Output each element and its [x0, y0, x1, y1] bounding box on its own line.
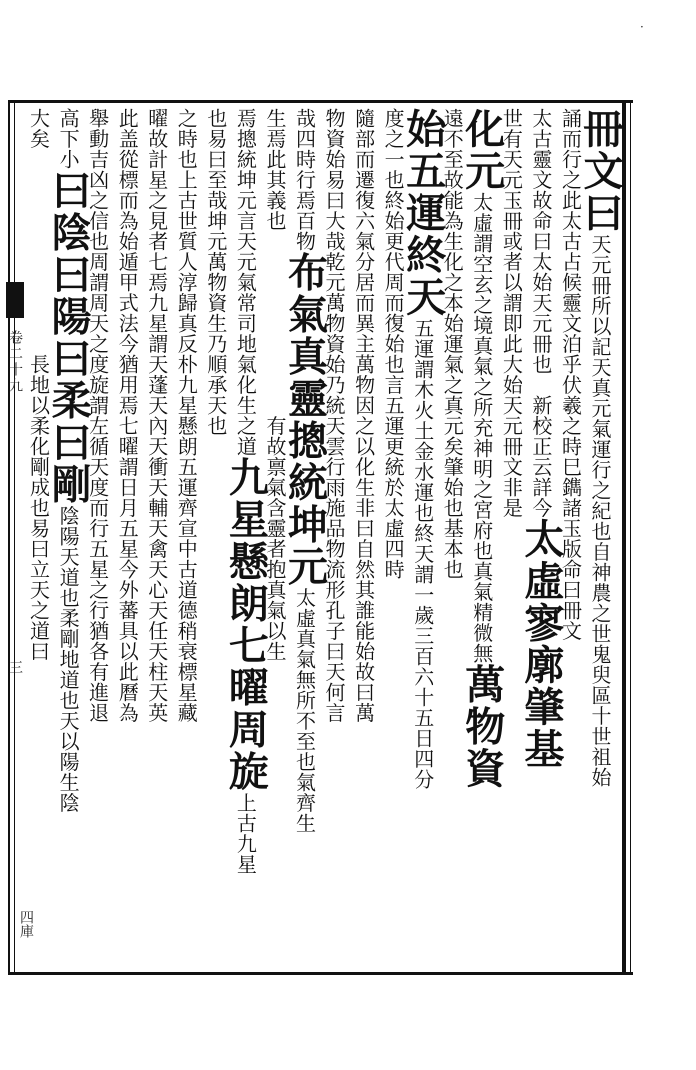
commentary-text: 焉摠統坤元言天元氣常司地氣化生之道 [233, 108, 258, 457]
text-column [142, 108, 172, 968]
commentary-text: 太虛真氣無所不至也氣齊生 [292, 587, 317, 834]
text-column [222, 108, 270, 968]
commentary-text: 此盖從標而為始遁甲式法今猶用焉七曜謂日月五星今外蕃具以此曆為 [115, 108, 140, 723]
commentary-text: 之時也上古世質人淳歸真反朴九星懸朗五運齊宣中古道德稍衰標星藏 [174, 108, 199, 723]
text-column [379, 108, 409, 968]
commentary-text: 物資始易曰大哉乾元萬物資始乃統天雲行雨施品物流形孔子曰天何言 [322, 108, 347, 723]
text-column [281, 108, 329, 968]
commentary-text: 生焉此其義也 有故禀氣含靈者抱真氣以生 [262, 108, 287, 662]
frame-top-border [8, 100, 633, 103]
top-tick-mark: · [640, 20, 644, 34]
commentary-text: 隨部而遷復六氣分居而異主萬物因之以化生非曰自然其誰能始故曰萬 [351, 108, 376, 723]
commentary-text: 上古九星 [233, 792, 258, 875]
commentary-text: 舉動吉凶之信也周謂周天之度旋謂左循天度而行五星之行猶各有進退 [85, 108, 110, 723]
frame-bottom-border [8, 972, 633, 975]
commentary-text: 世有天元玉冊或者以謂即此大始天元冊文非是 [499, 108, 524, 518]
commentary-text: 度之一也終始更代周而復始也言五運更統於太虛四時 [381, 108, 406, 580]
commentary-text: 陰陽天道也柔剛地道也天以陽生陰 [56, 505, 81, 813]
fish-tail-text: 卷二十九 [7, 330, 23, 394]
main-text: 曰陰曰陽曰柔曰剛 [45, 169, 93, 506]
main-text: 布氣真靈摠統坤元 [281, 251, 329, 588]
main-text: 九星懸朗七曜周旋 [222, 456, 270, 793]
commentary-text: 天元冊所以記天真元氣運行之紀也自神農之世鬼臾區十世祖始 [587, 234, 612, 788]
main-text: 始五運終天 [399, 108, 447, 318]
text-column [517, 108, 565, 968]
commentary-text: 曜故計星之見者七焉九星謂天蓬天內天衝天輔天禽天心天任天柱天英 [144, 108, 169, 723]
commentary-text: 五運謂木火土金水運也終天謂一歲三百六十五日四分 [410, 318, 435, 790]
commentary-text: 高下小 [56, 108, 81, 170]
fish-tail-mark [6, 282, 24, 318]
text-column [576, 108, 624, 968]
commentary-text: 也易曰至哉坤元萬物資生乃順承天也 [203, 108, 228, 436]
text-column [349, 108, 379, 968]
text-column [458, 108, 506, 968]
text-column [172, 108, 202, 968]
commentary-text: 遠不至故能為生化之本始運氣之真元矣肇始也基本也 [440, 108, 465, 580]
text-column [113, 108, 143, 968]
text-column [201, 108, 231, 968]
main-text: 萬物資 [458, 663, 506, 790]
frame-left-border [8, 100, 10, 975]
frame-left-inner-border [14, 100, 15, 975]
main-text: 太虛寥廓肇基 [517, 518, 565, 770]
commentary-text: 太虛謂空玄之境真氣之所充神明之宮府也真氣精微無 [469, 192, 494, 664]
text-column [45, 108, 93, 968]
main-text: 化元 [458, 108, 506, 192]
commentary-text: 哉四時行焉百物 [292, 108, 317, 252]
text-column [399, 108, 447, 968]
frame-right-inner-border [630, 100, 631, 975]
text-column [24, 108, 54, 968]
commentary-text: 太古靈文故命曰太始天元冊也 新校正云詳今 [528, 108, 553, 518]
page-number: 三 [7, 660, 23, 674]
corner-mark: 四庫 [18, 910, 34, 938]
text-column [497, 108, 527, 968]
commentary-text: 大矣 長地以柔化剛成也易曰立天之道曰 [26, 108, 51, 662]
commentary-text: 誦而行之此太古占候靈文泊乎伏羲之時巳鐫諸玉版命曰冊文 [558, 108, 583, 641]
main-text: 冊文曰 [576, 108, 624, 234]
